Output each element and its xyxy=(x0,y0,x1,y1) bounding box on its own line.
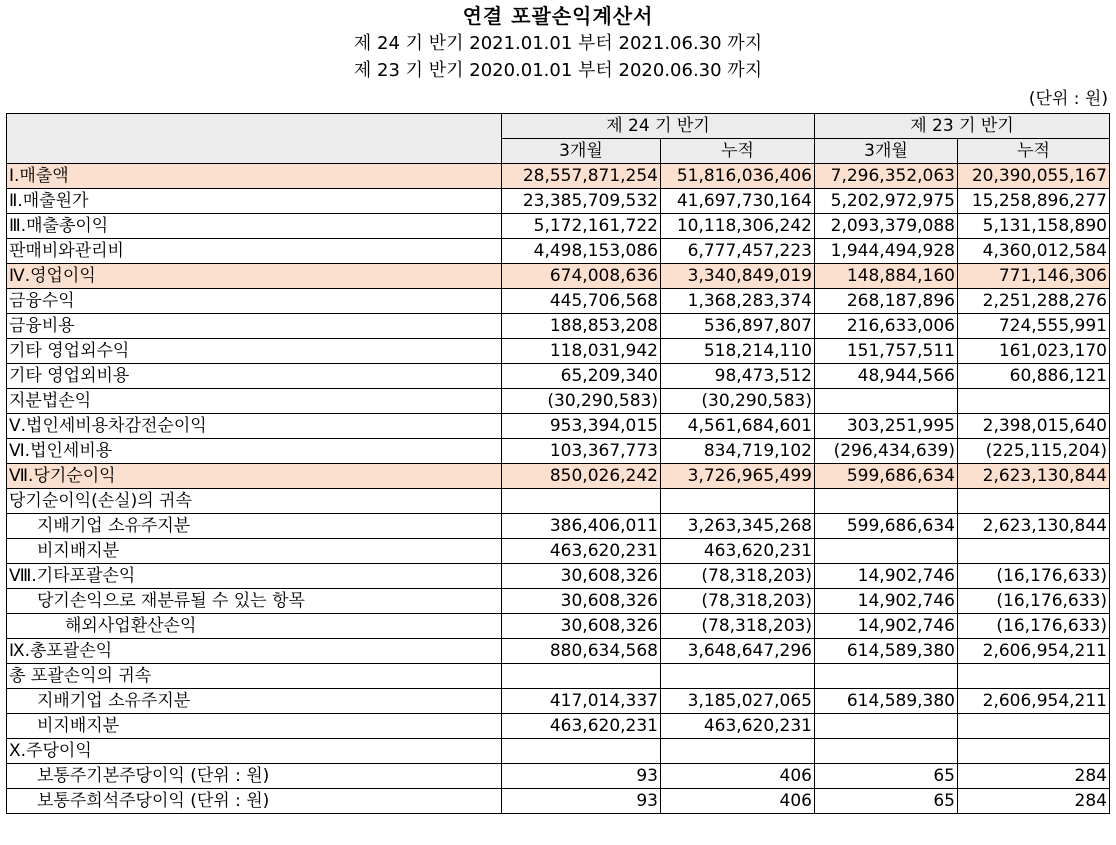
row-value: 14,902,746 xyxy=(815,564,958,589)
row-label: 당기순이익(손실)의 귀속 xyxy=(7,489,502,514)
table-row xyxy=(7,564,1110,589)
table-row xyxy=(7,689,1110,714)
table-row xyxy=(7,164,1110,189)
row-value xyxy=(815,539,958,564)
table-row xyxy=(7,539,1110,564)
row-label: Ⅹ.주당이익 xyxy=(7,739,502,764)
row-value: 30,608,326 xyxy=(502,589,661,614)
row-value: 20,390,055,167 xyxy=(958,164,1110,189)
row-label: Ⅸ.총포괄손익 xyxy=(7,639,502,664)
row-value: 98,473,512 xyxy=(661,364,815,389)
row-value: 4,561,684,601 xyxy=(661,414,815,439)
row-value: 93 xyxy=(502,764,661,789)
header-group-prior: 제 23 기 반기 xyxy=(815,114,1110,139)
row-value: 30,608,326 xyxy=(502,564,661,589)
table-row xyxy=(7,364,1110,389)
row-value: 771,146,306 xyxy=(958,264,1110,289)
row-value: 30,608,326 xyxy=(502,614,661,639)
row-value: 15,258,896,277 xyxy=(958,189,1110,214)
row-value: 417,014,337 xyxy=(502,689,661,714)
table-row xyxy=(7,214,1110,239)
row-value: 2,623,130,844 xyxy=(958,464,1110,489)
row-value: (30,290,583) xyxy=(661,389,815,414)
table-row xyxy=(7,189,1110,214)
table-row xyxy=(7,514,1110,539)
row-value xyxy=(958,664,1110,689)
table-row xyxy=(7,589,1110,614)
row-value: 284 xyxy=(958,789,1110,814)
row-value: 7,296,352,063 xyxy=(815,164,958,189)
table-row xyxy=(7,789,1110,814)
row-label: Ⅶ.당기순이익 xyxy=(7,464,502,489)
row-value: 48,944,566 xyxy=(815,364,958,389)
row-value: 3,648,647,296 xyxy=(661,639,815,664)
row-label: Ⅳ.영업이익 xyxy=(7,264,502,289)
row-value xyxy=(958,489,1110,514)
row-label: Ⅰ.매출액 xyxy=(7,164,502,189)
row-value: 10,118,306,242 xyxy=(661,214,815,239)
row-value: 614,589,380 xyxy=(815,689,958,714)
header-group-current: 제 24 기 반기 xyxy=(502,114,815,139)
row-value: 445,706,568 xyxy=(502,289,661,314)
row-value: 953,394,015 xyxy=(502,414,661,439)
row-value: 188,853,208 xyxy=(502,314,661,339)
row-label: Ⅱ.매출원가 xyxy=(7,189,502,214)
statement-body xyxy=(7,164,1110,814)
table-row xyxy=(7,414,1110,439)
row-value: (78,318,203) xyxy=(661,589,815,614)
row-value: 463,620,231 xyxy=(502,539,661,564)
row-value: 118,031,942 xyxy=(502,339,661,364)
row-value xyxy=(502,664,661,689)
row-value: 23,385,709,532 xyxy=(502,189,661,214)
row-value: 724,555,991 xyxy=(958,314,1110,339)
row-value: 3,185,027,065 xyxy=(661,689,815,714)
row-value: 5,202,972,975 xyxy=(815,189,958,214)
row-value: 65 xyxy=(815,789,958,814)
header-sub-current-3m: 3개월 xyxy=(502,139,661,164)
header-sub-prior-3m: 3개월 xyxy=(815,139,958,164)
table-row xyxy=(7,239,1110,264)
row-value: 41,697,730,164 xyxy=(661,189,815,214)
row-value xyxy=(502,489,661,514)
row-value: 406 xyxy=(661,789,815,814)
row-value xyxy=(815,739,958,764)
table-row xyxy=(7,339,1110,364)
income-statement-table xyxy=(6,113,1110,814)
row-value: 463,620,231 xyxy=(661,539,815,564)
header-account-blank xyxy=(7,114,502,164)
table-row xyxy=(7,739,1110,764)
row-label: Ⅵ.법인세비용 xyxy=(7,439,502,464)
row-value xyxy=(815,489,958,514)
row-value: 599,686,634 xyxy=(815,464,958,489)
row-value: 3,263,345,268 xyxy=(661,514,815,539)
row-label: 판매비와관리비 xyxy=(7,239,502,264)
row-value: (78,318,203) xyxy=(661,564,815,589)
table-row xyxy=(7,489,1110,514)
row-value: 151,757,511 xyxy=(815,339,958,364)
row-label: 보통주희석주당이익 (단위 : 원) xyxy=(7,789,502,814)
period-current: 제 24 기 반기 2021.01.01 부터 2021.06.30 까지 xyxy=(353,33,763,54)
row-value: (296,434,639) xyxy=(815,439,958,464)
row-value xyxy=(661,664,815,689)
row-value: 2,606,954,211 xyxy=(958,639,1110,664)
row-value: 14,902,746 xyxy=(815,614,958,639)
row-value: 406 xyxy=(661,764,815,789)
row-label: 금융비용 xyxy=(7,314,502,339)
row-value: 303,251,995 xyxy=(815,414,958,439)
row-value: 2,093,379,088 xyxy=(815,214,958,239)
row-value xyxy=(958,714,1110,739)
row-value: 161,023,170 xyxy=(958,339,1110,364)
row-value: 518,214,110 xyxy=(661,339,815,364)
row-label: 기타 영업외수익 xyxy=(7,339,502,364)
table-row xyxy=(7,289,1110,314)
table-row xyxy=(7,664,1110,689)
row-value: 103,367,773 xyxy=(502,439,661,464)
row-value: 28,557,871,254 xyxy=(502,164,661,189)
table-row xyxy=(7,439,1110,464)
row-value: 880,634,568 xyxy=(502,639,661,664)
row-value: 216,633,006 xyxy=(815,314,958,339)
row-value xyxy=(661,489,815,514)
row-value: 14,902,746 xyxy=(815,589,958,614)
table-row xyxy=(7,714,1110,739)
row-value: 65,209,340 xyxy=(502,364,661,389)
row-value: 5,131,158,890 xyxy=(958,214,1110,239)
row-value: (225,115,204) xyxy=(958,439,1110,464)
table-row xyxy=(7,639,1110,664)
header-sub-prior-cum: 누적 xyxy=(958,139,1110,164)
row-value: 834,719,102 xyxy=(661,439,815,464)
row-value xyxy=(958,539,1110,564)
row-label: Ⅲ.매출총이익 xyxy=(7,214,502,239)
row-value: 599,686,634 xyxy=(815,514,958,539)
row-value: 148,884,160 xyxy=(815,264,958,289)
row-value: (16,176,633) xyxy=(958,564,1110,589)
period-prior: 제 23 기 반기 2020.01.01 부터 2020.06.30 까지 xyxy=(353,60,763,81)
row-value: 2,398,015,640 xyxy=(958,414,1110,439)
row-value: 2,623,130,844 xyxy=(958,514,1110,539)
row-value: (78,318,203) xyxy=(661,614,815,639)
row-value: 2,251,288,276 xyxy=(958,289,1110,314)
row-label: 비지배지분 xyxy=(7,539,502,564)
row-value xyxy=(815,714,958,739)
row-value: 4,360,012,584 xyxy=(958,239,1110,264)
table-row xyxy=(7,614,1110,639)
table-row xyxy=(7,314,1110,339)
row-value: (30,290,583) xyxy=(502,389,661,414)
row-value xyxy=(958,389,1110,414)
row-value: 850,026,242 xyxy=(502,464,661,489)
row-value: 3,340,849,019 xyxy=(661,264,815,289)
row-value: 1,944,494,928 xyxy=(815,239,958,264)
row-value xyxy=(958,739,1110,764)
row-value: 51,816,036,406 xyxy=(661,164,815,189)
row-value: 6,777,457,223 xyxy=(661,239,815,264)
unit-label: (단위 : 원) xyxy=(1028,89,1108,109)
row-label: 지배기업 소유주지분 xyxy=(7,689,502,714)
statement-title: 연결 포괄손익계산서 xyxy=(462,4,654,28)
row-label: 지배기업 소유주지분 xyxy=(7,514,502,539)
row-label: 해외사업환산손익 xyxy=(7,614,502,639)
row-value: (16,176,633) xyxy=(958,589,1110,614)
row-value: 463,620,231 xyxy=(661,714,815,739)
row-label: 당기손익으로 재분류될 수 있는 항목 xyxy=(7,589,502,614)
row-value xyxy=(502,739,661,764)
row-value: (16,176,633) xyxy=(958,614,1110,639)
row-label: 지분법손익 xyxy=(7,389,502,414)
row-value: 60,886,121 xyxy=(958,364,1110,389)
row-value: 93 xyxy=(502,789,661,814)
row-label: Ⅷ.기타포괄손익 xyxy=(7,564,502,589)
table-row xyxy=(7,389,1110,414)
row-label: Ⅴ.법인세비용차감전순이익 xyxy=(7,414,502,439)
header-sub-current-cum: 누적 xyxy=(661,139,815,164)
row-value: 268,187,896 xyxy=(815,289,958,314)
header-row-groups xyxy=(7,114,1110,139)
row-label: 비지배지분 xyxy=(7,714,502,739)
row-value xyxy=(815,664,958,689)
row-value: 4,498,153,086 xyxy=(502,239,661,264)
row-label: 금융수익 xyxy=(7,289,502,314)
row-value: 674,008,636 xyxy=(502,264,661,289)
table-row xyxy=(7,464,1110,489)
row-label: 보통주기본주당이익 (단위 : 원) xyxy=(7,764,502,789)
row-value: 386,406,011 xyxy=(502,514,661,539)
row-value xyxy=(815,389,958,414)
table-row xyxy=(7,764,1110,789)
row-value: 1,368,283,374 xyxy=(661,289,815,314)
row-value: 2,606,954,211 xyxy=(958,689,1110,714)
table-row xyxy=(7,264,1110,289)
row-value: 463,620,231 xyxy=(502,714,661,739)
row-value: 65 xyxy=(815,764,958,789)
row-value: 284 xyxy=(958,764,1110,789)
row-value: 536,897,807 xyxy=(661,314,815,339)
row-value xyxy=(661,739,815,764)
row-value: 3,726,965,499 xyxy=(661,464,815,489)
row-label: 총 포괄손익의 귀속 xyxy=(7,664,502,689)
row-value: 614,589,380 xyxy=(815,639,958,664)
row-label: 기타 영업외비용 xyxy=(7,364,502,389)
row-value: 5,172,161,722 xyxy=(502,214,661,239)
